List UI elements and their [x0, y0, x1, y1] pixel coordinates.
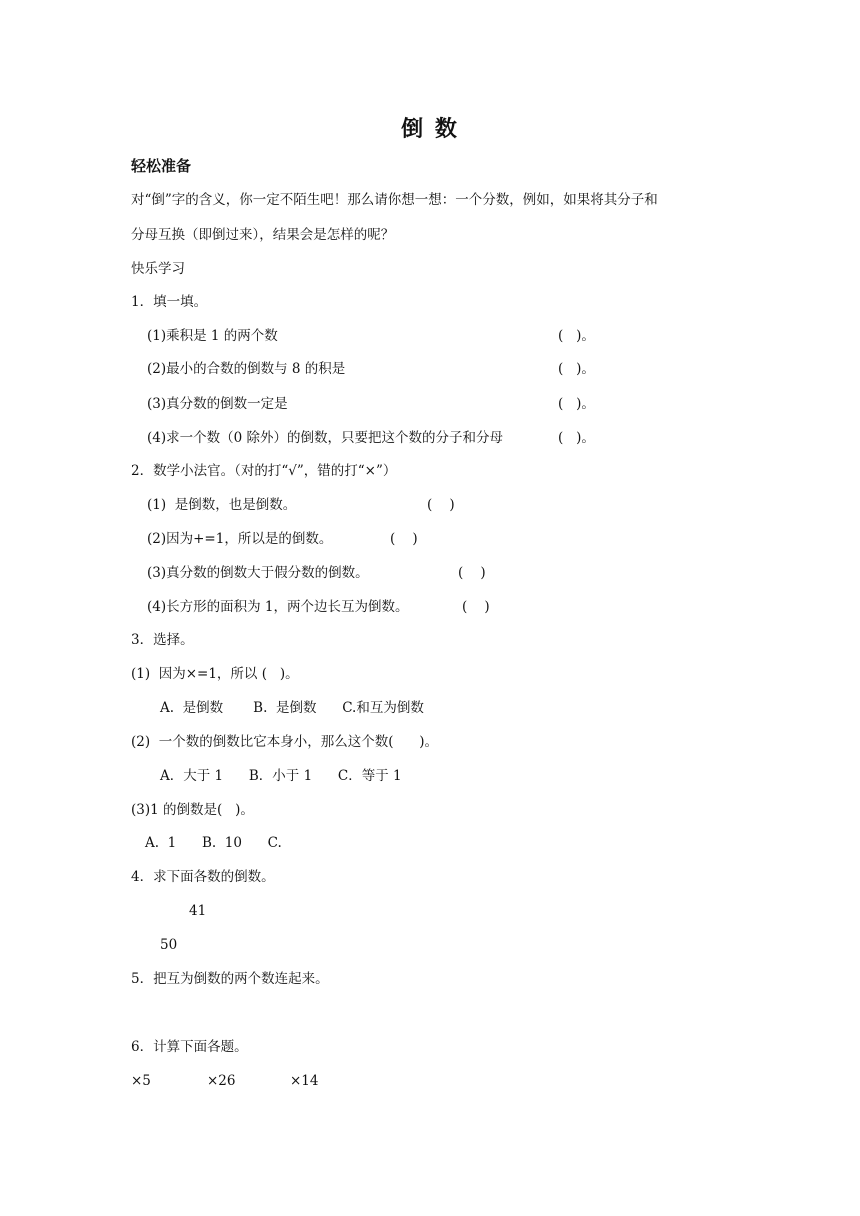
q4-heading: 4．求下面各数的倒数。: [131, 869, 275, 885]
q6-problem-3: ×14: [290, 1073, 319, 1089]
q2-item-3: (3)真分数的倒数大于假分数的倒数。: [147, 565, 369, 581]
q2-item-2-blank: ( ): [390, 531, 418, 547]
q3-sub3: (3)1 的倒数是( )。: [131, 802, 254, 818]
intro-line-1: 对“倒”字的含义，你一定不陌生吧！那么请你想一想：一个分数，例如，如果将其分子和: [131, 192, 658, 208]
q1-heading: 1．填一填。: [131, 294, 208, 310]
q1-item-4: (4)求一个数（0 除外）的倒数，只要把这个数的分子和分母: [147, 430, 504, 446]
intro-line-2: 分母互换（即倒过来），结果会是怎样的呢？: [131, 227, 395, 243]
q3-sub1-options: A. 是倒数 B. 是倒数 C.和互为倒数: [160, 700, 424, 716]
section-happy-learning: 快乐学习: [131, 261, 185, 277]
q2-item-3-blank: ( ): [458, 565, 486, 581]
q1-item-4-blank: ( )。: [558, 430, 595, 446]
q2-item-2: (2)因为+=1，所以是的倒数。: [147, 531, 333, 547]
q3-heading: 3．选择。: [131, 632, 194, 648]
q1-item-1-blank: ( )。: [558, 328, 595, 344]
q1-item-2: (2)最小的合数的倒数与 8 的积是: [147, 361, 346, 377]
q5-heading: 5．把互为倒数的两个数连起来。: [131, 971, 329, 987]
q4-value-2: 50: [160, 937, 178, 953]
q2-item-4: (4)长方形的面积为 1，两个边长互为倒数。: [147, 599, 409, 615]
page-title: 倒 数: [401, 117, 459, 142]
q2-heading: 2．数学小法官。（对的打“√”，错的打“×”）: [131, 463, 397, 479]
q6-problem-2: ×26: [207, 1073, 236, 1089]
q2-item-1-blank: ( ): [427, 497, 455, 513]
section-easy-prep-heading: 轻松准备: [131, 157, 192, 175]
q1-item-3-blank: ( )。: [558, 396, 595, 412]
q3-sub1: (1) 因为×=1，所以 ( )。: [131, 666, 299, 682]
q1-item-1: (1)乘积是 1 的两个数: [147, 328, 278, 344]
q6-problem-1: ×5: [131, 1073, 151, 1089]
q2-item-4-blank: ( ): [462, 599, 490, 615]
q3-sub2: (2) 一个数的倒数比它本身小，那么这个数( )。: [131, 734, 438, 750]
q3-sub3-options: A. 1 B. 10 C.: [145, 835, 282, 851]
q3-sub2-options: A．大于 1 B．小于 1 C．等于 1: [160, 768, 402, 784]
q6-heading: 6．计算下面各题。: [131, 1039, 248, 1055]
q4-value-1: 41: [189, 903, 207, 919]
q1-item-3: (3)真分数的倒数一定是: [147, 396, 288, 412]
q1-item-2-blank: ( )。: [558, 361, 595, 377]
q2-item-1: (1) 是倒数，也是倒数。: [147, 497, 297, 513]
